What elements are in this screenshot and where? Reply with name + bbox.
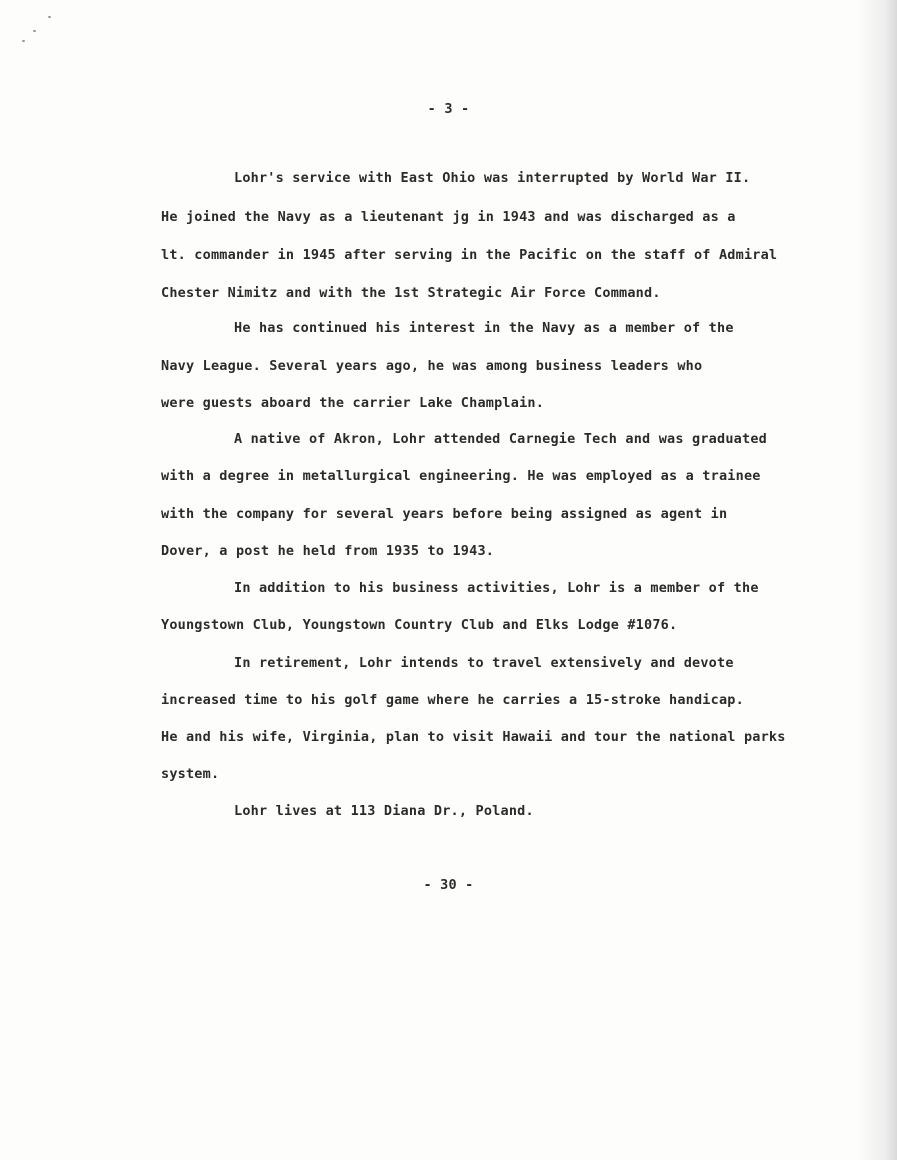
paragraph-3-line-2: with a degree in metallurgical engineering. He was employed as a trainee bbox=[161, 468, 761, 484]
paragraph-1-line-3: lt. commander in 1945 after serving in the Pacific on the staff of Admiral bbox=[161, 247, 778, 263]
paragraph-2-line-2: Navy League. Several years ago, he was among business leaders who bbox=[161, 358, 703, 374]
paragraph-4-line-1: In addition to his business activities, Lohr is a member of the bbox=[234, 580, 759, 596]
paragraph-4-line-2: Youngstown Club, Youngstown Country Club and Elks Lodge #1076. bbox=[161, 617, 678, 633]
paragraph-5-line-3: He and his wife, Virginia, plan to visit Hawaii and tour the national parks bbox=[161, 729, 786, 745]
paragraph-3-line-4: Dover, a post he held from 1935 to 1943. bbox=[161, 543, 495, 559]
paragraph-5-line-1: In retirement, Lohr intends to travel extensively and devote bbox=[234, 655, 734, 671]
scan-speck bbox=[48, 16, 51, 18]
scan-speck bbox=[22, 40, 25, 42]
paragraph-1-line-1: Lohr's service with East Ohio was interrupted by World War II. bbox=[234, 170, 751, 186]
paragraph-3-line-3: with the company for several years before being assigned as agent in bbox=[161, 506, 728, 522]
paragraph-2-line-3: were guests aboard the carrier Lake Champlain. bbox=[161, 395, 545, 411]
paragraph-5-line-4: system. bbox=[161, 766, 220, 782]
paragraph-5-line-2: increased time to his golf game where he carries a 15-stroke handicap. bbox=[161, 692, 744, 708]
page-edge-shadow bbox=[857, 0, 897, 1160]
paragraph-6-line-1: Lohr lives at 113 Diana Dr., Poland. bbox=[234, 803, 534, 819]
footer-page-number: - 30 - bbox=[423, 877, 474, 893]
paragraph-1-line-2: He joined the Navy as a lieutenant jg in 1943 and was discharged as a bbox=[161, 209, 736, 225]
paragraph-1-line-4: Chester Nimitz and with the 1st Strategic Air Force Command. bbox=[161, 285, 661, 301]
paragraph-3-line-1: A native of Akron, Lohr attended Carnegie Tech and was graduated bbox=[234, 431, 767, 447]
scan-speck bbox=[33, 30, 36, 32]
header-page-number: - 3 - bbox=[427, 101, 470, 117]
paragraph-2-line-1: He has continued his interest in the Navy as a member of the bbox=[234, 320, 734, 336]
